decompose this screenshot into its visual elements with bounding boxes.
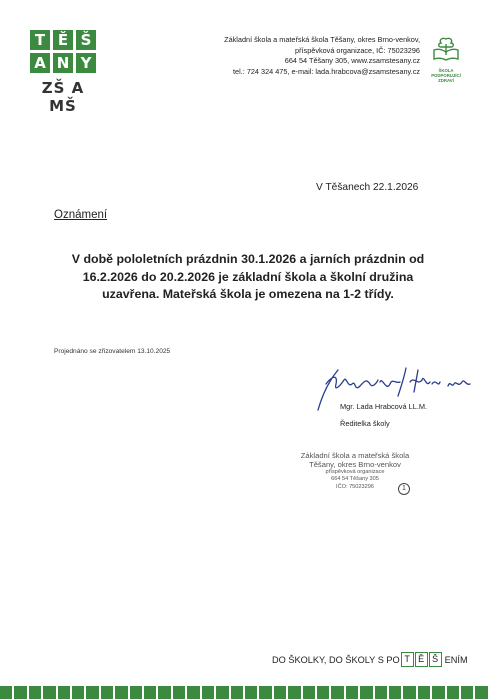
signer-role: Ředitelka školy: [340, 419, 390, 428]
logo-letter: Ě: [53, 30, 73, 50]
stamp-line: Těšany, okres Brno-venkov: [309, 459, 401, 469]
crest-label: ŠKOLA PODPORUJÍCÍ ZDRAVÍ: [431, 68, 461, 83]
approval-note: Projednáno se zřizovatelem 13.10.2025: [54, 348, 171, 355]
school-stamp: [295, 452, 415, 491]
stamp-line: příspěvková organizace: [325, 469, 385, 476]
footer-box-letter: Ě: [415, 652, 428, 667]
health-school-crest: [426, 36, 466, 83]
document-heading: Oznámení: [54, 209, 108, 221]
document-date: V Těšanech 22.1.2026: [316, 182, 419, 193]
logo-letter: Y: [76, 53, 96, 73]
logo-letter: N: [53, 53, 73, 73]
logo-grid: [30, 30, 102, 73]
stamp-line: IČO: 75023296: [336, 483, 374, 490]
logo-letter: Š: [76, 30, 96, 50]
stamp-number: 1: [398, 483, 410, 495]
footer-tail: ENÍM: [444, 654, 468, 665]
footer-box-letter: Š: [429, 652, 442, 667]
header-line: 664 54 Těšany 305, www.zsamstesany.cz: [284, 56, 420, 66]
footer-lead: DO ŠKOLKY, DO ŠKOLY S PO: [272, 654, 400, 665]
footer-slogan: [272, 652, 468, 667]
logo-letter: A: [30, 53, 50, 73]
announcement-line: uzavřena. Mateřská škola je omezena na 1-2 třídy.: [102, 287, 394, 302]
announcement-line: V době pololetních prázdnin 30.1.2026 a jarních prázdnin od: [71, 252, 425, 266]
logo-letter: T: [30, 30, 50, 50]
announcement-text: [50, 251, 446, 304]
header-line: Základní škola a mateřská škola Těšany, okres Brno-venkov,: [224, 35, 420, 44]
signer-name: Mgr. Lada Hrabcová LL.M.: [340, 402, 428, 411]
announcement-line: 16.2.2026 do 20.2.2026 je základní škola a školní družina: [82, 269, 414, 284]
stamp-line: Základní škola a mateřská škola: [300, 451, 410, 460]
header-contact: [198, 35, 420, 77]
stamp-line: 664 54 Těšany 305: [331, 476, 379, 483]
footer-box-letter: T: [401, 652, 414, 667]
header-line: tel.: 724 324 475, e-mail: lada.hrabcova@zsamstesany.cz: [233, 66, 420, 76]
logo-subtitle: ZŠ A MŠ: [41, 79, 85, 115]
footer-stripe: [0, 686, 488, 699]
book-tree-icon: [431, 36, 461, 62]
school-logo: [30, 30, 102, 115]
header-line: příspěvková organizace, IČ: 75023296: [295, 45, 420, 55]
